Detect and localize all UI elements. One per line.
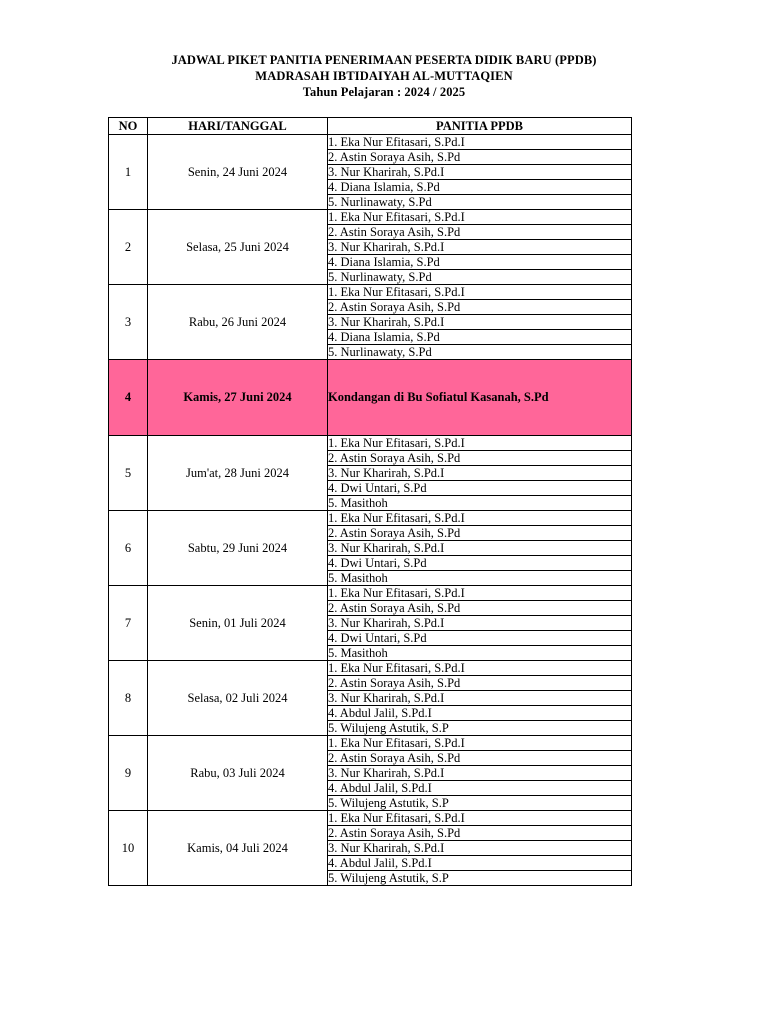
committee-member: 5. Wilujeng Astutik, S.P: [328, 871, 632, 886]
row-number: 1: [109, 135, 148, 210]
committee-member: 1. Eka Nur Efitasari, S.Pd.I: [328, 285, 632, 300]
committee-member: 3. Nur Kharirah, S.Pd.I: [328, 616, 632, 631]
committee-member: 2. Astin Soraya Asih, S.Pd: [328, 601, 632, 616]
row-number: 8: [109, 661, 148, 736]
committee-member: 2. Astin Soraya Asih, S.Pd: [328, 150, 632, 165]
table-row-highlighted: [109, 360, 632, 436]
committee-member: 1. Eka Nur Efitasari, S.Pd.I: [328, 811, 632, 826]
committee-member: 1. Eka Nur Efitasari, S.Pd.I: [328, 736, 632, 751]
committee-member: 1. Eka Nur Efitasari, S.Pd.I: [328, 511, 632, 526]
table-row: [109, 210, 632, 225]
committee-member: 5. Masithoh: [328, 646, 632, 661]
row-note: Kondangan di Bu Sofiatul Kasanah, S.Pd: [328, 360, 632, 436]
table-row: [109, 586, 632, 601]
committee-member: 3. Nur Kharirah, S.Pd.I: [328, 466, 632, 481]
committee-member: 4. Abdul Jalil, S.Pd.I: [328, 856, 632, 871]
committee-member: 5. Wilujeng Astutik, S.P: [328, 721, 632, 736]
table-row: [109, 285, 632, 300]
committee-member: 2. Astin Soraya Asih, S.Pd: [328, 451, 632, 466]
committee-member: 1. Eka Nur Efitasari, S.Pd.I: [328, 586, 632, 601]
row-date: Selasa, 25 Juni 2024: [148, 210, 328, 285]
committee-member: 1. Eka Nur Efitasari, S.Pd.I: [328, 436, 632, 451]
row-date: Senin, 01 Juli 2024: [148, 586, 328, 661]
row-number: 4: [109, 360, 148, 436]
table-row: [109, 661, 632, 676]
committee-member: 3. Nur Kharirah, S.Pd.I: [328, 766, 632, 781]
row-number: 10: [109, 811, 148, 886]
row-number: 5: [109, 436, 148, 511]
row-number: 3: [109, 285, 148, 360]
committee-member: 4. Abdul Jalil, S.Pd.I: [328, 706, 632, 721]
committee-member: 5. Masithoh: [328, 496, 632, 511]
column-header-date: HARI/TANGGAL: [148, 118, 328, 135]
document-title: JADWAL PIKET PANITIA PENERIMAAN PESERTA DIDIK BARU (PPDB): [171, 53, 597, 67]
row-date: Senin, 24 Juni 2024: [148, 135, 328, 210]
committee-member: 1. Eka Nur Efitasari, S.Pd.I: [328, 210, 632, 225]
academic-year: Tahun Pelajaran : 2024 / 2025: [302, 85, 466, 99]
row-number: 9: [109, 736, 148, 811]
committee-member: 4. Dwi Untari, S.Pd: [328, 556, 632, 571]
committee-member: 3. Nur Kharirah, S.Pd.I: [328, 691, 632, 706]
committee-member: 3. Nur Kharirah, S.Pd.I: [328, 315, 632, 330]
row-date: Rabu, 03 Juli 2024: [148, 736, 328, 811]
row-date: Sabtu, 29 Juni 2024: [148, 511, 328, 586]
committee-member: 2. Astin Soraya Asih, S.Pd: [328, 526, 632, 541]
row-number: 2: [109, 210, 148, 285]
row-date: Kamis, 04 Juli 2024: [148, 811, 328, 886]
committee-member: 4. Abdul Jalil, S.Pd.I: [328, 781, 632, 796]
committee-member: 5. Nurlinawaty, S.Pd: [328, 270, 632, 285]
table-body: [109, 135, 632, 886]
document-header: [0, 52, 768, 100]
committee-member: 3. Nur Kharirah, S.Pd.I: [328, 165, 632, 180]
committee-member: 1. Eka Nur Efitasari, S.Pd.I: [328, 135, 632, 150]
committee-member: 4. Dwi Untari, S.Pd: [328, 481, 632, 496]
committee-member: 4. Dwi Untari, S.Pd: [328, 631, 632, 646]
table-header: [109, 118, 632, 135]
committee-member: 3. Nur Kharirah, S.Pd.I: [328, 841, 632, 856]
committee-member: 5. Masithoh: [328, 571, 632, 586]
committee-member: 5. Nurlinawaty, S.Pd: [328, 345, 632, 360]
committee-member: 5. Wilujeng Astutik, S.P: [328, 796, 632, 811]
row-date: Selasa, 02 Juli 2024: [148, 661, 328, 736]
table-row: [109, 811, 632, 826]
table-row: [109, 511, 632, 526]
committee-member: 5. Nurlinawaty, S.Pd: [328, 195, 632, 210]
row-date: Rabu, 26 Juni 2024: [148, 285, 328, 360]
committee-member: 2. Astin Soraya Asih, S.Pd: [328, 676, 632, 691]
column-header-committee: PANITIA PPDB: [328, 118, 632, 135]
committee-member: 3. Nur Kharirah, S.Pd.I: [328, 541, 632, 556]
table-row: [109, 436, 632, 451]
committee-member: 2. Astin Soraya Asih, S.Pd: [328, 826, 632, 841]
row-number: 7: [109, 586, 148, 661]
table-row: [109, 736, 632, 751]
committee-member: 2. Astin Soraya Asih, S.Pd: [328, 751, 632, 766]
committee-member: 2. Astin Soraya Asih, S.Pd: [328, 300, 632, 315]
committee-member: 4. Diana Islamia, S.Pd: [328, 180, 632, 195]
school-name: MADRASAH IBTIDAIYAH AL-MUTTAQIEN: [255, 69, 513, 83]
table-row: [109, 135, 632, 150]
table-header-row: [109, 118, 632, 135]
committee-member: 4. Diana Islamia, S.Pd: [328, 255, 632, 270]
committee-member: 1. Eka Nur Efitasari, S.Pd.I: [328, 661, 632, 676]
schedule-table: [108, 117, 632, 886]
row-date: Jum'at, 28 Juni 2024: [148, 436, 328, 511]
column-header-no: NO: [109, 118, 148, 135]
row-number: 6: [109, 511, 148, 586]
committee-member: 2. Astin Soraya Asih, S.Pd: [328, 225, 632, 240]
committee-member: 3. Nur Kharirah, S.Pd.I: [328, 240, 632, 255]
row-date: Kamis, 27 Juni 2024: [148, 360, 328, 436]
committee-member: 4. Diana Islamia, S.Pd: [328, 330, 632, 345]
